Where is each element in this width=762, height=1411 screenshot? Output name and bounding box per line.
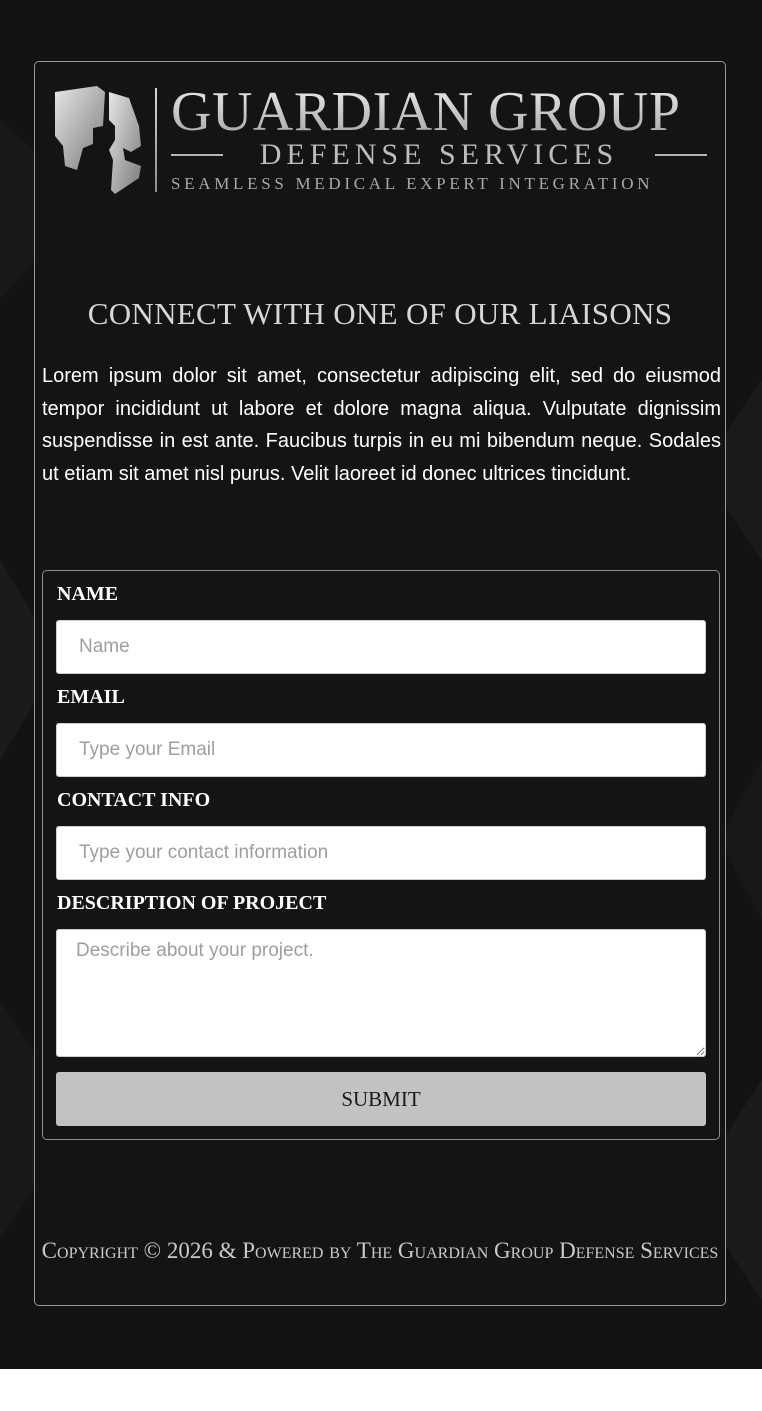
logo-subtitle: DEFENSE SERVICES [259,138,619,171]
contact-info-input[interactable] [56,826,706,880]
logo-rule-left [171,154,223,156]
contact-card [34,61,726,1306]
logo-divider [155,88,157,192]
email-label: EMAIL [57,686,125,708]
page-heading: CONNECT WITH ONE OF OUR LIAISONS [87,296,673,331]
spartan-helmet-icon [53,86,143,194]
logo-tagline: SEAMLESS MEDICAL EXPERT INTEGRATION [171,174,654,193]
logo-subtitle-row [171,138,707,172]
company-logo [53,81,709,196]
name-label: NAME [57,583,119,605]
description-textarea[interactable] [56,929,706,1057]
intro-paragraph: Lorem ipsum dolor sit amet, consectetur adipiscing elit, sed do eiusmod tempor incididunt ut labore et dolore magna aliqua. Vulputate dignissim suspendisse in est ante. Faucibus turpis in eu mi bibendum neque. Sodales ut etiam sit amet nisl purus. Velit laoreet id donec ultrices tincidunt. [42,365,721,485]
name-input[interactable] [56,620,706,674]
footer-copyright: Copyright © 2026 & Powered by The Guardian Group Defense Services [41,1238,719,1263]
contact-info-label: CONTACT INFO [57,789,211,811]
contact-form [42,570,720,1140]
submit-button[interactable]: SUBMIT [56,1072,706,1126]
description-label: DESCRIPTION OF PROJECT [57,892,327,914]
logo-title: GUARDIAN GROUP [171,80,711,144]
email-input[interactable] [56,723,706,777]
logo-rule-right [655,154,707,156]
